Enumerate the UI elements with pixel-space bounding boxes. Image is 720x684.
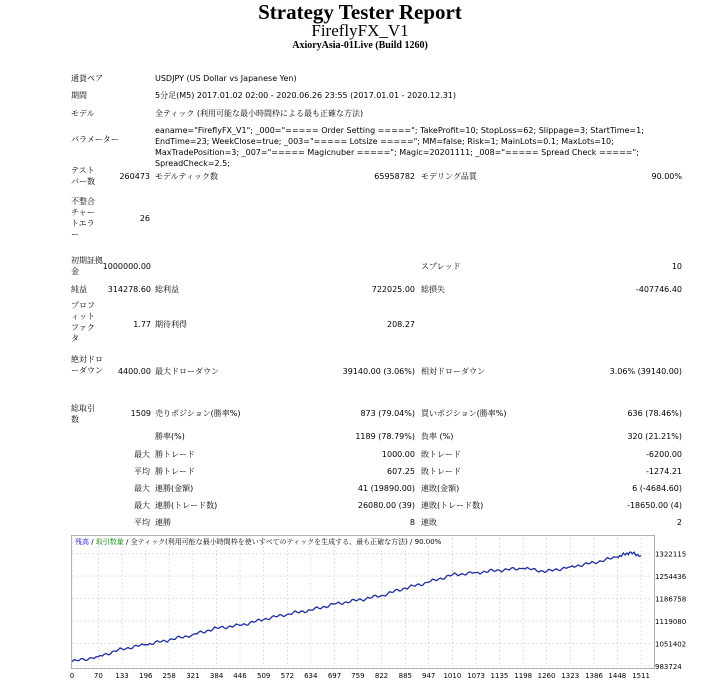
win-rate-value: 1189 (78.79%): [355, 432, 415, 441]
spread-label: スプレッド: [421, 262, 461, 271]
avg-consec-wins-label: 連勝: [155, 518, 171, 527]
mismatch-value: 26: [139, 214, 150, 223]
x-tick-label: 196: [139, 672, 153, 680]
chart-header-model: 全ティック(利用可能な最小時間枠を使いすべてのティックを生成する、最も正確な方法): [130, 538, 408, 546]
largest-label: 最大: [134, 450, 150, 459]
x-tick-label: 1511: [632, 672, 650, 680]
x-tick-label: 572: [280, 672, 295, 680]
chart-header-sep1: /: [89, 538, 96, 546]
symbol-value: USDJPY (US Dollar vs Japanese Yen): [155, 74, 297, 83]
max-dd-value: 39140.00 (3.06%): [342, 367, 415, 376]
avg-consec-losses-value: 2: [676, 518, 682, 527]
x-tick-label: 1010: [443, 672, 462, 680]
model-ticks-value: 65958782: [374, 172, 415, 181]
y-tick-label: 1051402: [655, 640, 687, 649]
win-rate-label: 勝率(%): [155, 432, 185, 441]
avg-loss-label: 敗トレード: [421, 467, 461, 476]
max-consec-losses-value: 6 (-4684.60): [632, 484, 682, 493]
x-tick-label: 1198: [514, 672, 533, 680]
total-trades-value: 1509: [130, 409, 151, 418]
max-consec-losses-label: 連敗(金額): [421, 484, 460, 493]
ea-name: FireflyFX_V1: [311, 21, 409, 40]
model-quality-label: モデリング品質: [421, 172, 477, 181]
chart-header-lot: 取引数量: [95, 538, 124, 546]
avg-win-label: 勝トレード: [155, 467, 195, 476]
short-label: 売りポジション(勝率%): [155, 409, 241, 418]
net-profit-label: 純益: [71, 285, 87, 294]
x-tick-label: 258: [162, 672, 176, 680]
model-label: モデル: [71, 109, 95, 118]
rel-dd-value: 3.06% (39140.00): [609, 367, 682, 376]
largest-win-value: 1000.00: [381, 450, 415, 459]
largest-loss-label: 敗トレード: [421, 450, 461, 459]
rel-dd-label: 相対ドローダウン: [421, 367, 485, 376]
long-value: 636 (78.46%): [627, 409, 682, 418]
period-value: 5分足(M5) 2017.01.02 02:00 - 2020.06.26 23:55 (2017.01.01 - 2020.12.31): [155, 91, 457, 100]
profit-factor-value: 1.77: [133, 320, 151, 329]
largest-loss-value: -6200.00: [646, 450, 682, 459]
params-label: パラメーター: [71, 135, 119, 144]
y-tick-label: 1119080: [655, 618, 687, 627]
abs-dd-value: 4400.00: [117, 367, 151, 376]
x-tick-label: 759: [351, 672, 365, 680]
x-tick-label: 446: [233, 672, 247, 680]
balance-series-line: [72, 552, 641, 662]
params-value: eaname="FireflyFX_V1"; _000="===== Order Setting ====="; TakeProfit=10; StopLoss=62; Slippage=3; StartTime=1; EndTime=23; WeekClose=true; _003="===== Lotsize ====="; MM=false; Risk=1; MainLots=0.1; MaxLots=10; MaxTradePosition=3; _007="===== Magicnuber ====="; Magic=20201111; _008="===== Spread Check ====="; SpreadCheck=2.5;: [155, 126, 644, 168]
server-build: AxioryAsia-01Live (Build 1260): [292, 40, 428, 51]
max-consec-loss-value: -18650.00 (4): [627, 501, 682, 510]
model-quality-value: 90.00%: [651, 172, 682, 181]
symbol-label: 通貨ペア: [71, 74, 103, 83]
avg-win-value: 607.25: [387, 467, 415, 476]
x-tick-label: 321: [186, 672, 200, 680]
x-tick-label: 1260: [537, 672, 556, 680]
y-tick-label: 983724: [655, 663, 682, 671]
x-tick-label: 1448: [608, 672, 627, 680]
max-consec-wins-label: 連勝(金額): [155, 484, 194, 493]
chart-header-sep3: /: [407, 538, 415, 546]
profit-factor-label: プロフィットファクタ: [71, 301, 95, 343]
y-tick-label: 1186758: [655, 595, 687, 604]
gross-profit-value: 722025.00: [371, 285, 415, 294]
x-tick-label: 1386: [585, 672, 603, 680]
x-tick-label: 1073: [467, 672, 486, 680]
mismatch-label: 不整合チャートエラー: [71, 197, 95, 239]
x-tick-label: 634: [304, 672, 318, 680]
initial-deposit-value: 1000000.00: [102, 262, 151, 271]
net-profit-value: 314278.60: [107, 285, 151, 294]
loss-rate-value: 320 (21.21%): [627, 432, 682, 441]
max-consec-profit-label: 連勝(トレード数): [155, 501, 218, 510]
report-title: Strategy Tester Report: [258, 0, 462, 24]
y-tick-label: 1322115: [655, 550, 687, 559]
gross-loss-label: 総損失: [421, 285, 445, 294]
short-value: 873 (79.04%): [360, 409, 415, 418]
x-tick-label: 697: [327, 672, 342, 680]
period-label: 期間: [71, 91, 87, 100]
avg-consec-losses-label: 連敗: [421, 518, 437, 527]
chart-header-balance: 残高: [75, 538, 89, 546]
test-bars-label: テストバー数: [71, 166, 95, 186]
avg-loss-value: -1274.21: [646, 467, 682, 476]
model-ticks-label: モデルティック数: [155, 172, 218, 181]
spread-value: 10: [671, 262, 682, 271]
x-tick-label: 384: [209, 672, 224, 680]
expected-payoff-label: 期待利得: [155, 320, 187, 329]
x-tick-label: 1135: [490, 672, 509, 680]
max-consec-label: 最大: [134, 484, 150, 493]
max-consec-profit-value: 26080.00 (39): [357, 501, 415, 510]
max-consec-amount-label: 最大: [134, 501, 150, 510]
test-bars-value: 260473: [119, 172, 150, 181]
loss-rate-label: 負率 (%): [421, 432, 454, 441]
long-label: 買いポジション(勝率%): [421, 409, 507, 418]
expected-payoff-value: 208.27: [387, 320, 415, 329]
x-tick-label: 885: [398, 672, 412, 680]
average-label: 平均: [134, 467, 150, 476]
max-dd-label: 最大ドローダウン: [155, 367, 219, 376]
chart-header-quality: 90.00%: [414, 538, 442, 546]
x-tick-label: 0: [69, 672, 75, 680]
gross-loss-value: -407746.40: [635, 285, 682, 294]
chart-header-sep2: /: [123, 538, 131, 546]
avg-consec-wins-value: 8: [409, 518, 415, 527]
y-tick-label: 1254436: [655, 573, 687, 582]
x-tick-label: 133: [115, 672, 129, 680]
model-value: 全ティック (利用可能な最小時間枠による最も正確な方法): [155, 109, 364, 118]
initial-deposit-label: 初期証拠金: [71, 256, 103, 276]
abs-dd-label: 絶対ドローダウン: [71, 355, 103, 375]
x-tick-label: 947: [421, 672, 436, 680]
x-tick-label: 1323: [561, 672, 580, 680]
x-tick-label: 509: [257, 672, 271, 680]
x-tick-label: 822: [374, 672, 389, 680]
max-consec-wins-value: 41 (19890.00): [357, 484, 415, 493]
total-trades-label: 総取引数: [71, 404, 95, 424]
x-tick-label: 70: [93, 672, 103, 680]
max-consec-loss-label: 連敗(トレード数): [421, 501, 484, 510]
largest-win-label: 勝トレード: [155, 450, 195, 459]
avg-consec-label: 平均: [134, 518, 150, 527]
gross-profit-label: 総利益: [155, 285, 179, 294]
